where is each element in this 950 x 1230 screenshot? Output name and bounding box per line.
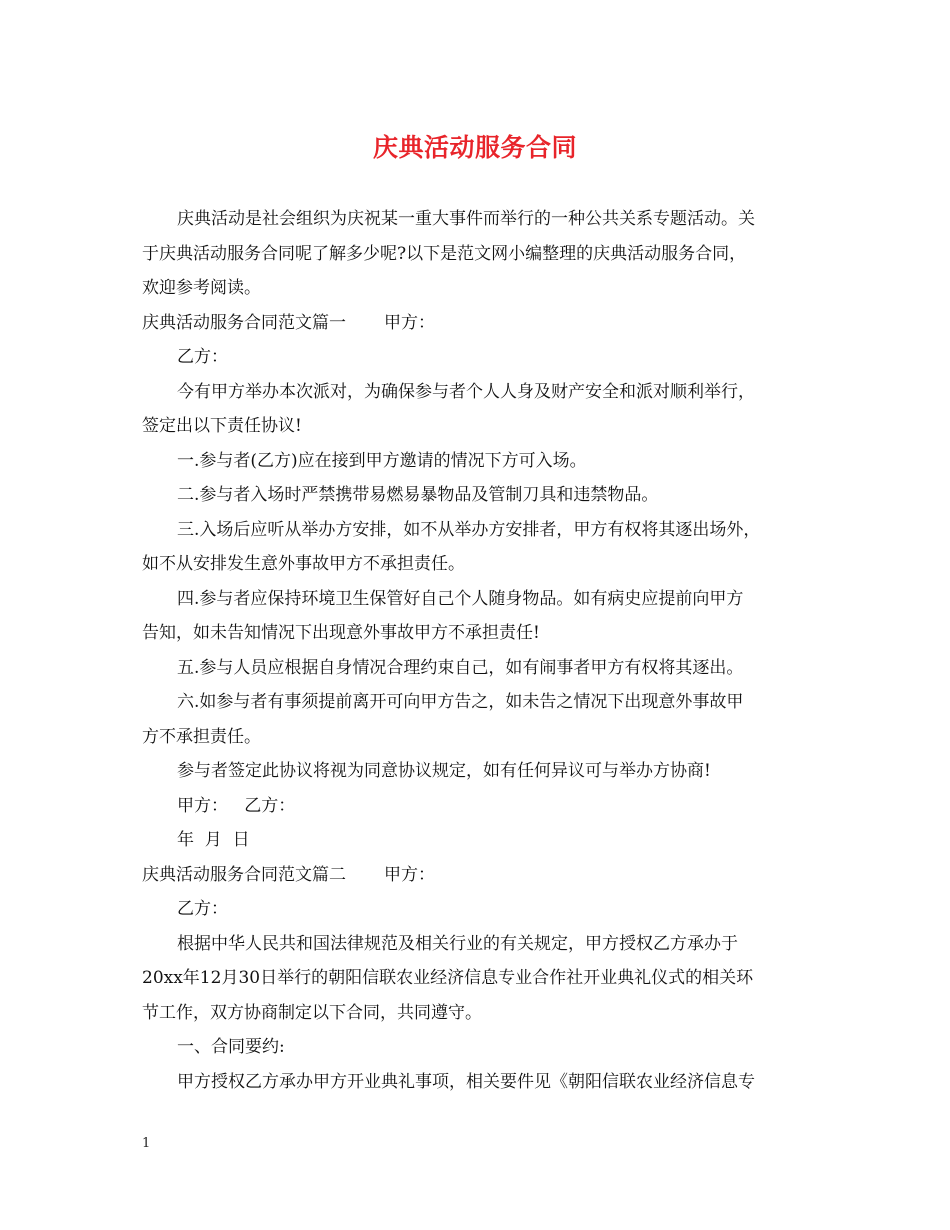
party-a-signature-label: 甲方：: [177, 795, 228, 816]
paragraph-line: 今有甲方举办本次派对，为确保参与者个人人身及财产安全和派对顺利举行，: [177, 381, 755, 402]
paragraph-line: 甲方授权乙方承办甲方开业典礼事项，相关要件见《朝阳信联农业经济信息专: [177, 1071, 755, 1092]
clause-line: 四.参与者应保持环境卫生保管好自己个人随身物品。如有病史应提前向甲方: [177, 588, 744, 609]
date-line: 年 月 日: [177, 830, 250, 850]
signature-line: [142, 789, 812, 824]
clause-line: 告知，如未告知情况下出现意外事故甲方不承担责任!: [142, 623, 540, 643]
section-heading-line: [142, 306, 812, 341]
paragraph-line: 欢迎参考阅读。: [142, 278, 261, 298]
paragraph-line: 20xx年12月30日举行的朝阳信联农业经济信息专业合作社开业典礼仪式的相关环: [142, 968, 754, 988]
party-b-signature-label: 乙方：: [244, 795, 296, 816]
section-heading: 庆典活动服务合同范文篇二: [142, 864, 346, 885]
paragraph-line: 节工作，双方协商制定以下合同，共同遵守。: [142, 1002, 482, 1023]
clause-line: 五.参与人员应根据自身情况合理约束自己，如有闹事者甲方有权将其逐出。: [177, 657, 744, 678]
paragraph-line: 庆典活动是社会组织为庆祝某一重大事件而举行的一种公共关系专题活动。关: [177, 209, 755, 229]
page-number: 1: [142, 1136, 151, 1151]
paragraph-line: 参与者签定此协议将视为同意协议规定，如有任何异议可与举办方协商!: [177, 761, 711, 781]
clause-line: 一.参与者(乙方)应在接到甲方邀请的情况下方可入场。: [177, 450, 587, 471]
party-a-label: 甲方：: [384, 312, 435, 333]
section-heading: 庆典活动服务合同范文篇一: [142, 312, 346, 333]
document-title: 庆典活动服务合同: [372, 133, 577, 162]
party-b-label: 乙方：: [177, 347, 228, 367]
clause-line: 如不从安排发生意外事故甲方不承担责任。: [142, 554, 465, 574]
clause-line: 六.如参与者有事须提前离开可向甲方告之，如未告之情况下出现意外事故甲: [177, 692, 744, 712]
clause-line: 三.入场后应听从举办方安排，如不从举办方安排者，甲方有权将其逐出场外，: [177, 519, 761, 540]
clause-line: 二.参与者入场时严禁携带易燃易暴物品及管制刀具和违禁物品。: [177, 485, 659, 505]
document-body: [142, 202, 812, 1099]
paragraph-line: 根据中华人民共和国法律规范及相关行业的有关规定，甲方授权乙方承办于: [177, 933, 738, 954]
party-a-label: 甲方：: [384, 864, 435, 885]
party-b-label: 乙方：: [177, 899, 228, 919]
subheading-line: 一、合同要约:: [177, 1037, 285, 1057]
paragraph-line: 于庆典活动服务合同呢了解多少呢?以下是范文网小编整理的庆典活动服务合同，: [142, 243, 747, 264]
paragraph-line: 签定出以下责任协议!: [142, 416, 302, 436]
section-heading-line: [142, 858, 812, 893]
clause-line: 方不承担责任。: [142, 726, 261, 747]
